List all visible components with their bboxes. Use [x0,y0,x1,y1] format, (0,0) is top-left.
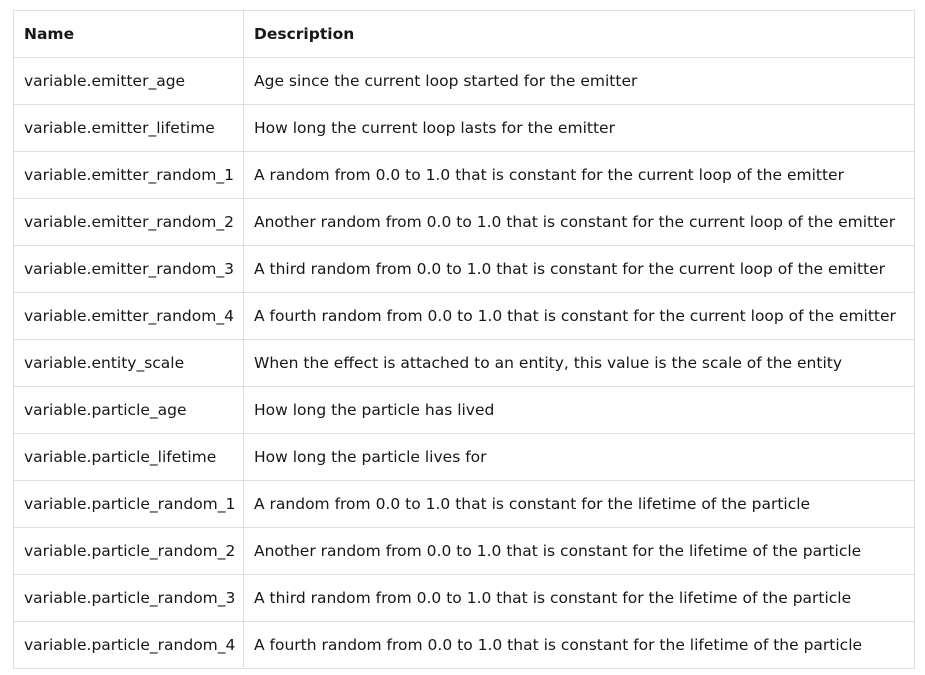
variable-description-cell: Another random from 0.0 to 1.0 that is constant for the current loop of the emitter [244,199,915,246]
variable-description-cell: How long the particle lives for [244,434,915,481]
variable-name-cell: variable.particle_random_1 [14,481,244,528]
table-header [14,11,915,58]
variable-description-cell: Another random from 0.0 to 1.0 that is constant for the lifetime of the particle [244,528,915,575]
variable-name-cell: variable.emitter_lifetime [14,105,244,152]
variable-name-cell: variable.particle_age [14,387,244,434]
table-row [14,152,915,199]
table-body [14,58,915,669]
variable-description-cell: A third random from 0.0 to 1.0 that is constant for the current loop of the emitter [244,246,915,293]
variable-name-cell: variable.emitter_random_1 [14,152,244,199]
variables-table [13,10,915,669]
variable-name-cell: variable.particle_random_4 [14,622,244,669]
column-header-description: Description [244,11,915,58]
variable-description-cell: A random from 0.0 to 1.0 that is constant for the lifetime of the particle [244,481,915,528]
variable-description-cell: How long the current loop lasts for the emitter [244,105,915,152]
variable-description-cell: Age since the current loop started for the emitter [244,58,915,105]
table-row [14,387,915,434]
table-row [14,434,915,481]
header-row [14,11,915,58]
variable-name-cell: variable.emitter_random_2 [14,199,244,246]
variable-name-cell: variable.emitter_random_4 [14,293,244,340]
variable-name-cell: variable.particle_lifetime [14,434,244,481]
variable-description-cell: A fourth random from 0.0 to 1.0 that is constant for the current loop of the emitter [244,293,915,340]
variable-description-cell: A third random from 0.0 to 1.0 that is constant for the lifetime of the particle [244,575,915,622]
table-row [14,199,915,246]
table-row [14,58,915,105]
variable-description-cell: A random from 0.0 to 1.0 that is constant for the current loop of the emitter [244,152,915,199]
table-row [14,622,915,669]
variable-description-cell: When the effect is attached to an entity, this value is the scale of the entity [244,340,915,387]
variable-description-cell: A fourth random from 0.0 to 1.0 that is constant for the lifetime of the particle [244,622,915,669]
table-row [14,340,915,387]
table-row [14,293,915,340]
variable-name-cell: variable.particle_random_2 [14,528,244,575]
variable-name-cell: variable.entity_scale [14,340,244,387]
column-header-name: Name [14,11,244,58]
table-row [14,481,915,528]
table-row [14,246,915,293]
table-row [14,575,915,622]
variable-name-cell: variable.particle_random_3 [14,575,244,622]
variable-name-cell: variable.emitter_random_3 [14,246,244,293]
variable-description-cell: How long the particle has lived [244,387,915,434]
variables-table-container [13,10,914,669]
table-row [14,528,915,575]
table-row [14,105,915,152]
variable-name-cell: variable.emitter_age [14,58,244,105]
